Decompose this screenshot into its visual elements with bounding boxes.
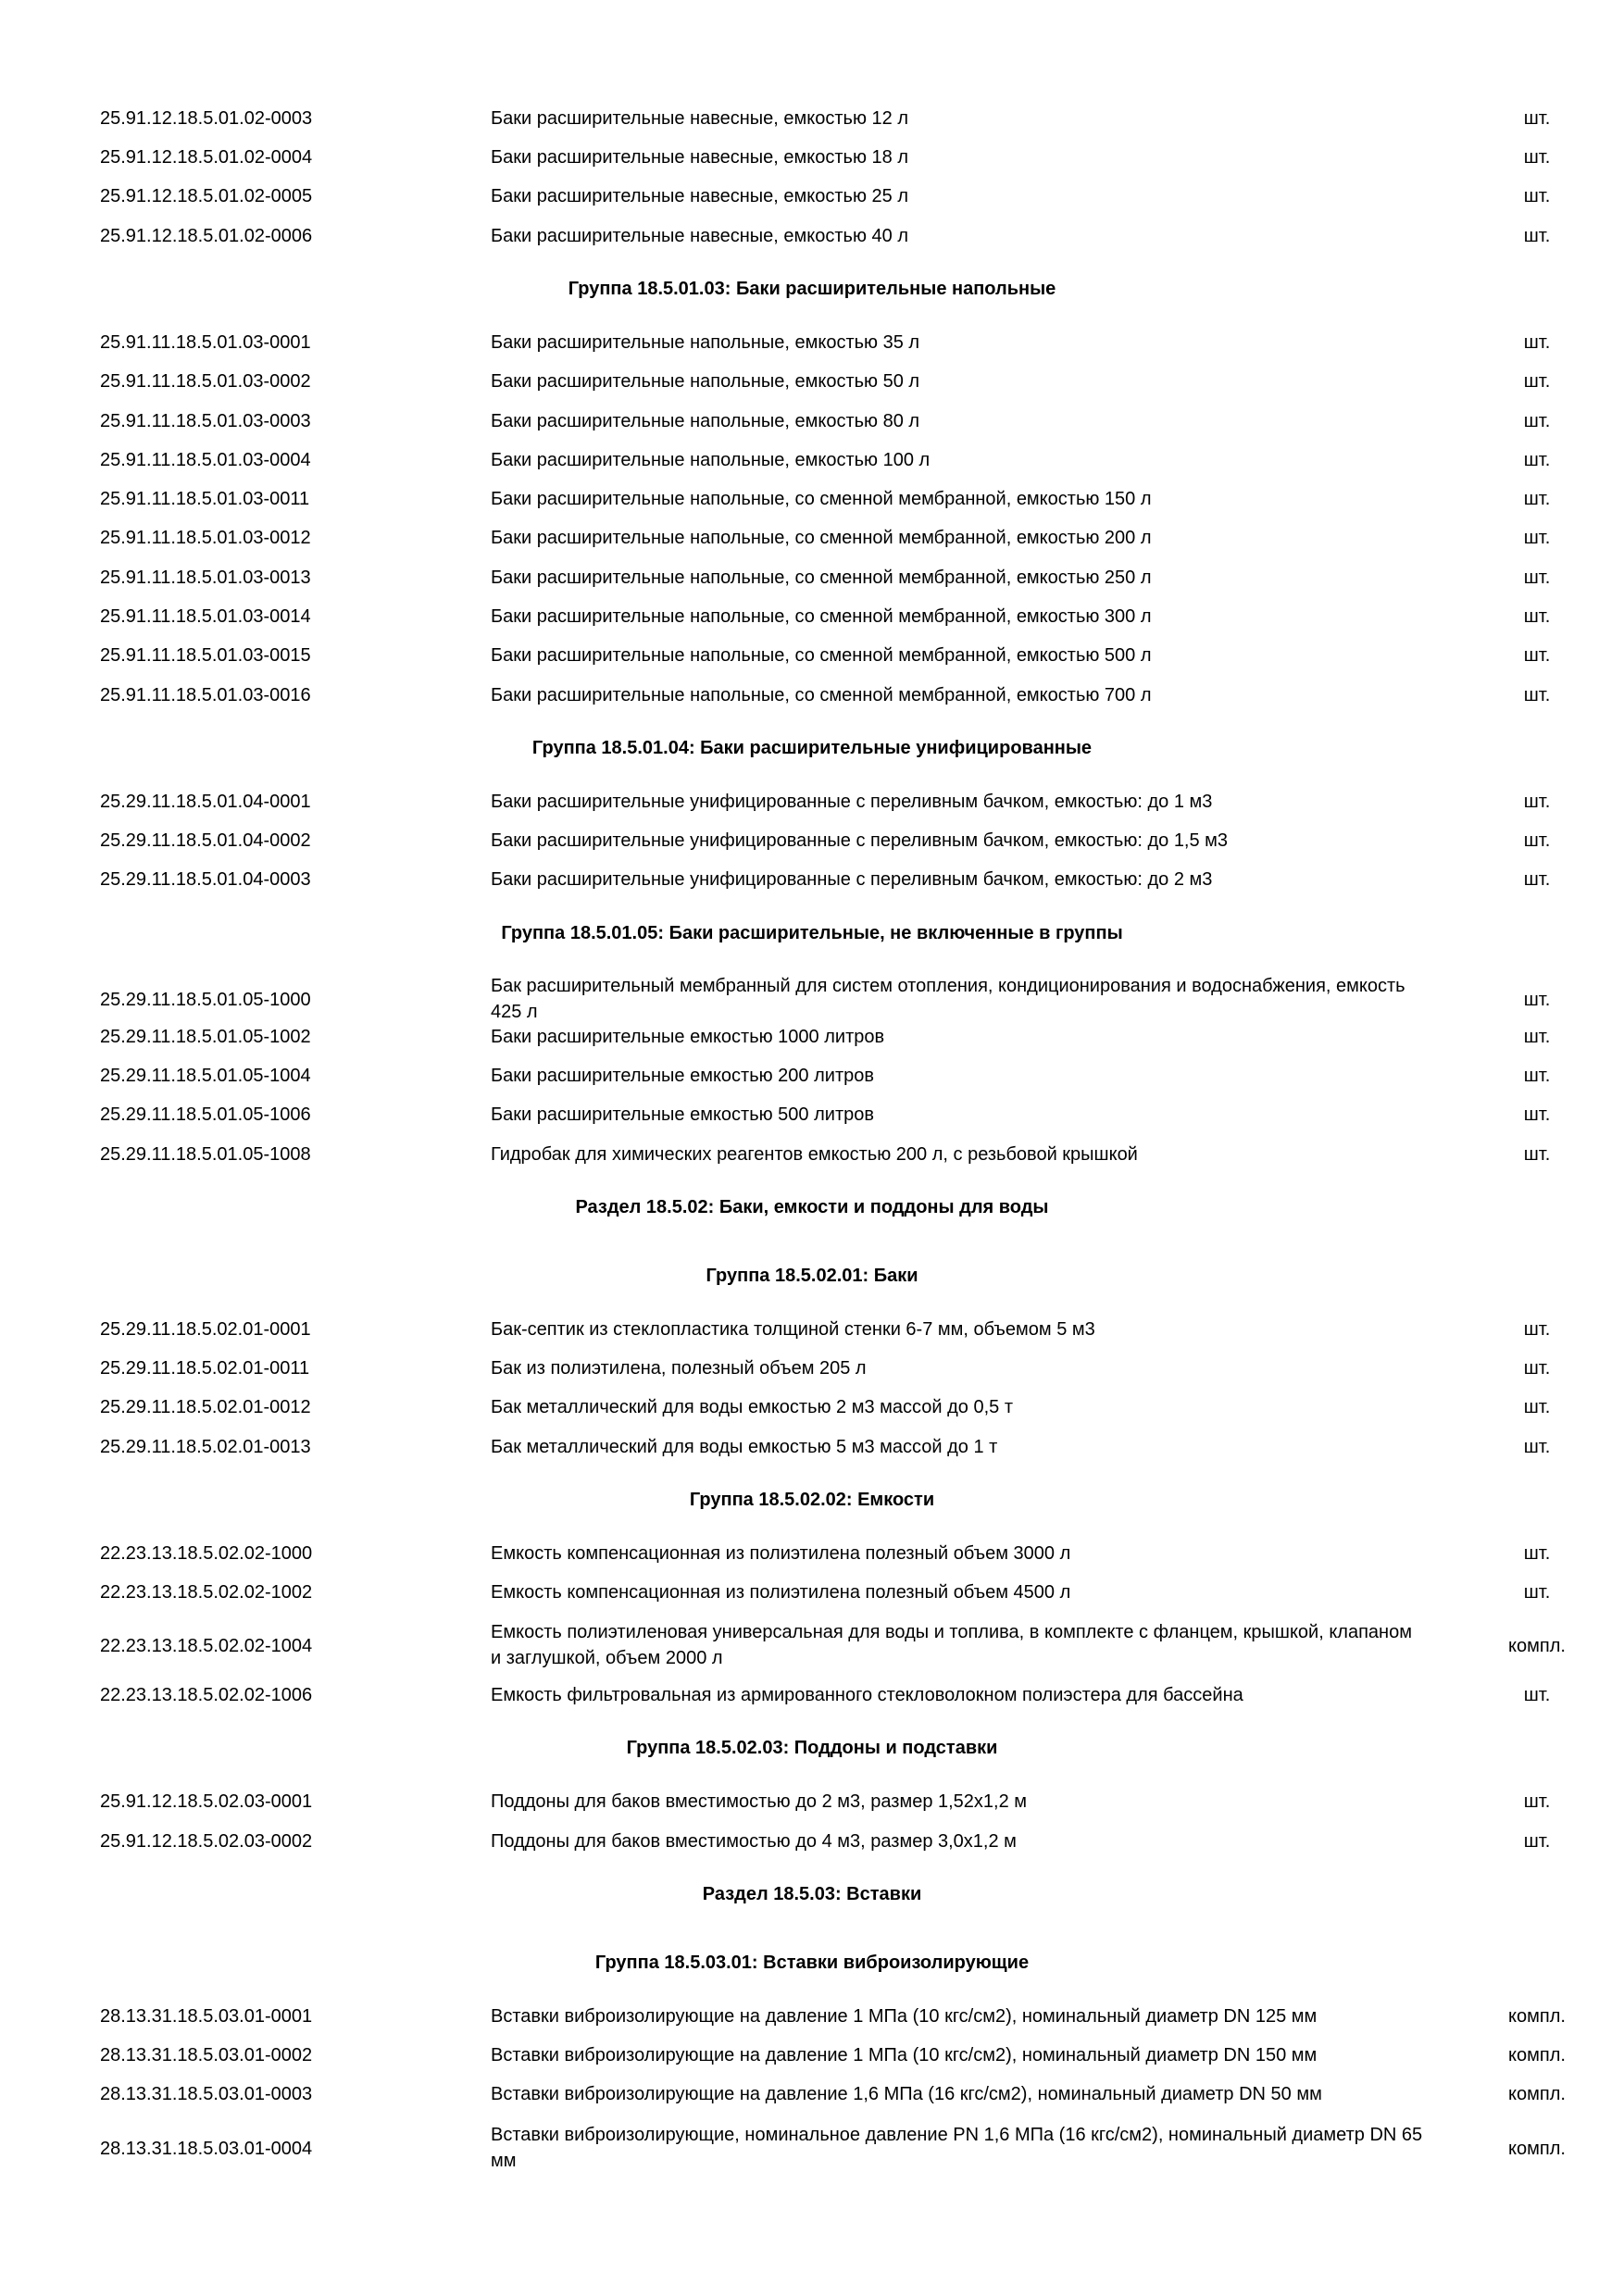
item-description: Вставки виброизолирующие на давление 1 МПа (10 кгс/см2), номинальный диаметр DN 125 мм <box>491 2006 1318 2027</box>
item-unit: компл. <box>1508 2084 1566 2104</box>
item-unit: шт. <box>1523 1104 1551 1125</box>
item-unit: шт. <box>1523 1791 1551 1812</box>
item-unit: шт. <box>1523 645 1551 666</box>
item-code: 22.23.13.18.5.02.02-1002 <box>100 1582 313 1603</box>
item-code: 28.13.31.18.5.03.01-0002 <box>100 2045 313 2065</box>
item-unit: шт. <box>1523 1358 1551 1379</box>
item-code: 25.29.11.18.5.02.01-0013 <box>100 1437 311 1457</box>
item-description: Баки расширительные емкостью 200 литров <box>491 1066 874 1086</box>
item-description: Бак-септик из стеклопластика толщиной стенки 6-7 мм, объемом 5 м3 <box>491 1319 1095 1340</box>
item-unit: шт. <box>1523 1831 1551 1852</box>
item-unit: шт. <box>1523 371 1551 392</box>
item-unit: шт. <box>1523 830 1551 851</box>
item-code: 25.91.12.18.5.01.02-0005 <box>100 186 313 206</box>
item-description: Баки расширительные навесные, емкостью 18 л <box>491 147 908 168</box>
item-unit: шт. <box>1523 1319 1551 1340</box>
item-description: Вставки виброизолирующие на давление 1,6 МПа (16 кгс/см2), номинальный диаметр DN 50 мм <box>491 2084 1322 2104</box>
section-heading: Группа 18.5.01.05: Баки расширительные, не включенные в группы <box>501 923 1123 943</box>
item-code: 25.91.11.18.5.01.03-0012 <box>100 528 311 548</box>
item-code: 25.29.11.18.5.01.05-1000 <box>100 990 311 1010</box>
item-code: 25.91.11.18.5.01.03-0011 <box>100 489 310 509</box>
item-code: 25.29.11.18.5.02.01-0012 <box>100 1397 311 1417</box>
item-description: Баки расширительные напольные, со сменной мембранной, емкостью 500 л <box>491 645 1152 666</box>
item-code: 25.91.11.18.5.01.03-0015 <box>100 645 311 666</box>
item-code: 25.29.11.18.5.01.05-1008 <box>100 1144 311 1165</box>
item-unit: шт. <box>1523 450 1551 470</box>
item-code: 25.29.11.18.5.01.05-1004 <box>100 1066 311 1086</box>
item-code: 25.91.12.18.5.01.02-0004 <box>100 147 313 168</box>
section-heading: Группа 18.5.01.03: Баки расширительные напольные <box>568 279 1056 299</box>
item-description: Баки расширительные унифицированные с переливным бачком, емкостью: до 1,5 м3 <box>491 830 1229 851</box>
item-code: 25.91.12.18.5.01.02-0006 <box>100 226 313 246</box>
item-description: Баки расширительные напольные, емкостью 80 л <box>491 411 920 431</box>
item-description: Емкость компенсационная из полиэтилена полезный объем 4500 л <box>491 1582 1071 1603</box>
item-unit: шт. <box>1523 1582 1551 1603</box>
item-description: Баки расширительные напольные, со сменной мембранной, емкостью 150 л <box>491 489 1152 509</box>
item-unit: шт. <box>1523 792 1551 812</box>
item-unit: шт. <box>1523 1144 1551 1165</box>
item-code: 25.91.12.18.5.01.02-0003 <box>100 108 313 129</box>
item-description: Гидробак для химических реагентов емкостью 200 л, с резьбовой крышкой <box>491 1144 1138 1165</box>
section-heading: Раздел 18.5.02: Баки, емкости и поддоны для воды <box>575 1197 1049 1217</box>
section-heading: Группа 18.5.02.01: Баки <box>706 1266 918 1286</box>
item-description: Баки расширительные напольные, емкостью 100 л <box>491 450 931 470</box>
item-description: Баки расширительные навесные, емкостью 40 л <box>491 226 908 246</box>
item-description: Вставки виброизолирующие, номинальное давление PN 1,6 МПа (16 кгс/см2), номинальный диаметр DN 65 мм <box>491 2125 1423 2171</box>
item-unit: шт. <box>1523 685 1551 705</box>
item-description: Баки расширительные емкостью 500 литров <box>491 1104 874 1125</box>
item-description: Емкость фильтровальная из армированного стекловолокном полиэстера для бассейна <box>491 1685 1243 1705</box>
item-description: Баки расширительные напольные, со сменной мембранной, емкостью 200 л <box>491 528 1152 548</box>
item-code: 28.13.31.18.5.03.01-0004 <box>100 2139 313 2159</box>
item-description: Баки расширительные напольные, со сменной мембранной, емкостью 250 л <box>491 568 1152 588</box>
item-code: 25.91.12.18.5.02.03-0001 <box>100 1791 313 1812</box>
item-description: Бак расширительный мембранный для систем отопления, кондиционирования и водоснабжения, емкость 425 л <box>491 976 1405 1022</box>
item-description: Баки расширительные напольные, со сменной мембранной, емкостью 300 л <box>491 606 1152 627</box>
item-unit: шт. <box>1523 869 1551 890</box>
item-code: 22.23.13.18.5.02.02-1006 <box>100 1685 313 1705</box>
item-description: Баки расширительные навесные, емкостью 12 л <box>491 108 908 129</box>
section-heading: Раздел 18.5.03: Вставки <box>702 1884 922 1904</box>
item-description: Баки расширительные унифицированные с переливным бачком, емкостью: до 2 м3 <box>491 869 1213 890</box>
item-code: 25.29.11.18.5.01.04-0002 <box>100 830 311 851</box>
item-code: 25.91.11.18.5.01.03-0001 <box>100 332 311 353</box>
item-unit: шт. <box>1523 226 1551 246</box>
item-unit: шт. <box>1523 1027 1551 1047</box>
item-code: 25.29.11.18.5.01.04-0003 <box>100 869 311 890</box>
item-unit: шт. <box>1523 528 1551 548</box>
item-description: Бак металлический для воды емкостью 5 м3 массой до 1 т <box>491 1437 998 1457</box>
item-unit: шт. <box>1523 186 1551 206</box>
item-code: 25.91.11.18.5.01.03-0002 <box>100 371 311 392</box>
item-unit: шт. <box>1523 1066 1551 1086</box>
item-unit: шт. <box>1523 489 1551 509</box>
item-unit: шт. <box>1523 1397 1551 1417</box>
section-heading: Группа 18.5.02.02: Емкости <box>689 1490 935 1510</box>
item-unit: шт. <box>1523 568 1551 588</box>
item-code: 25.29.11.18.5.02.01-0001 <box>100 1319 311 1340</box>
item-unit: компл. <box>1508 2045 1566 2065</box>
item-description: Баки расширительные емкостью 1000 литров <box>491 1027 885 1047</box>
item-code: 25.91.12.18.5.02.03-0002 <box>100 1831 313 1852</box>
item-code: 25.91.11.18.5.01.03-0013 <box>100 568 311 588</box>
item-description: Поддоны для баков вместимостью до 2 м3, размер 1,52х1,2 м <box>491 1791 1028 1812</box>
section-heading: Группа 18.5.03.01: Вставки виброизолирующие <box>594 1953 1030 1973</box>
item-unit: шт. <box>1523 411 1551 431</box>
item-unit: шт. <box>1523 108 1551 129</box>
item-unit: шт. <box>1523 332 1551 353</box>
item-code: 28.13.31.18.5.03.01-0001 <box>100 2006 313 2027</box>
item-description: Вставки виброизолирующие на давление 1 МПа (10 кгс/см2), номинальный диаметр DN 150 мм <box>491 2045 1318 2065</box>
item-description: Поддоны для баков вместимостью до 4 м3, размер 3,0х1,2 м <box>491 1831 1017 1852</box>
section-heading: Группа 18.5.02.03: Поддоны и подставки <box>626 1738 998 1758</box>
section-heading: Группа 18.5.01.04: Баки расширительные унифицированные <box>531 738 1093 758</box>
item-description: Баки расширительные напольные, емкостью 35 л <box>491 332 920 353</box>
item-unit: шт. <box>1523 147 1551 168</box>
item-description: Баки расширительные напольные, со сменной мембранной, емкостью 700 л <box>491 685 1152 705</box>
item-unit: компл. <box>1508 2139 1566 2159</box>
item-code: 25.91.11.18.5.01.03-0003 <box>100 411 311 431</box>
item-code: 28.13.31.18.5.03.01-0003 <box>100 2084 313 2104</box>
item-unit: шт. <box>1523 1437 1551 1457</box>
item-unit: шт. <box>1523 606 1551 627</box>
item-unit: шт. <box>1523 1543 1551 1564</box>
item-unit: шт. <box>1523 990 1551 1010</box>
item-code: 25.91.11.18.5.01.03-0004 <box>100 450 311 470</box>
item-description: Бак металлический для воды емкостью 2 м3 массой до 0,5 т <box>491 1397 1013 1417</box>
item-description: Емкость компенсационная из полиэтилена полезный объем 3000 л <box>491 1543 1071 1564</box>
item-description: Баки расширительные унифицированные с переливным бачком, емкостью: до 1 м3 <box>491 792 1213 812</box>
item-code: 25.91.11.18.5.01.03-0014 <box>100 606 311 627</box>
item-code: 22.23.13.18.5.02.02-1000 <box>100 1543 313 1564</box>
item-code: 22.23.13.18.5.02.02-1004 <box>100 1636 313 1656</box>
item-unit: шт. <box>1523 1685 1551 1705</box>
item-code: 25.29.11.18.5.01.05-1006 <box>100 1104 311 1125</box>
item-description: Бак из полиэтилена, полезный объем 205 л <box>491 1358 867 1379</box>
item-code: 25.91.11.18.5.01.03-0016 <box>100 685 311 705</box>
item-description: Емкость полиэтиленовая универсальная для воды и топлива, в комплекте с фланцем, крышкой, клапаном и заглушкой, объем 2000 л <box>491 1622 1412 1668</box>
item-code: 25.29.11.18.5.02.01-0011 <box>100 1358 310 1379</box>
item-unit: компл. <box>1508 1636 1566 1656</box>
item-code: 25.29.11.18.5.01.04-0001 <box>100 792 311 812</box>
item-description: Баки расширительные напольные, емкостью 50 л <box>491 371 920 392</box>
item-description: Баки расширительные навесные, емкостью 25 л <box>491 186 908 206</box>
item-unit: компл. <box>1508 2006 1566 2027</box>
item-code: 25.29.11.18.5.01.05-1002 <box>100 1027 311 1047</box>
